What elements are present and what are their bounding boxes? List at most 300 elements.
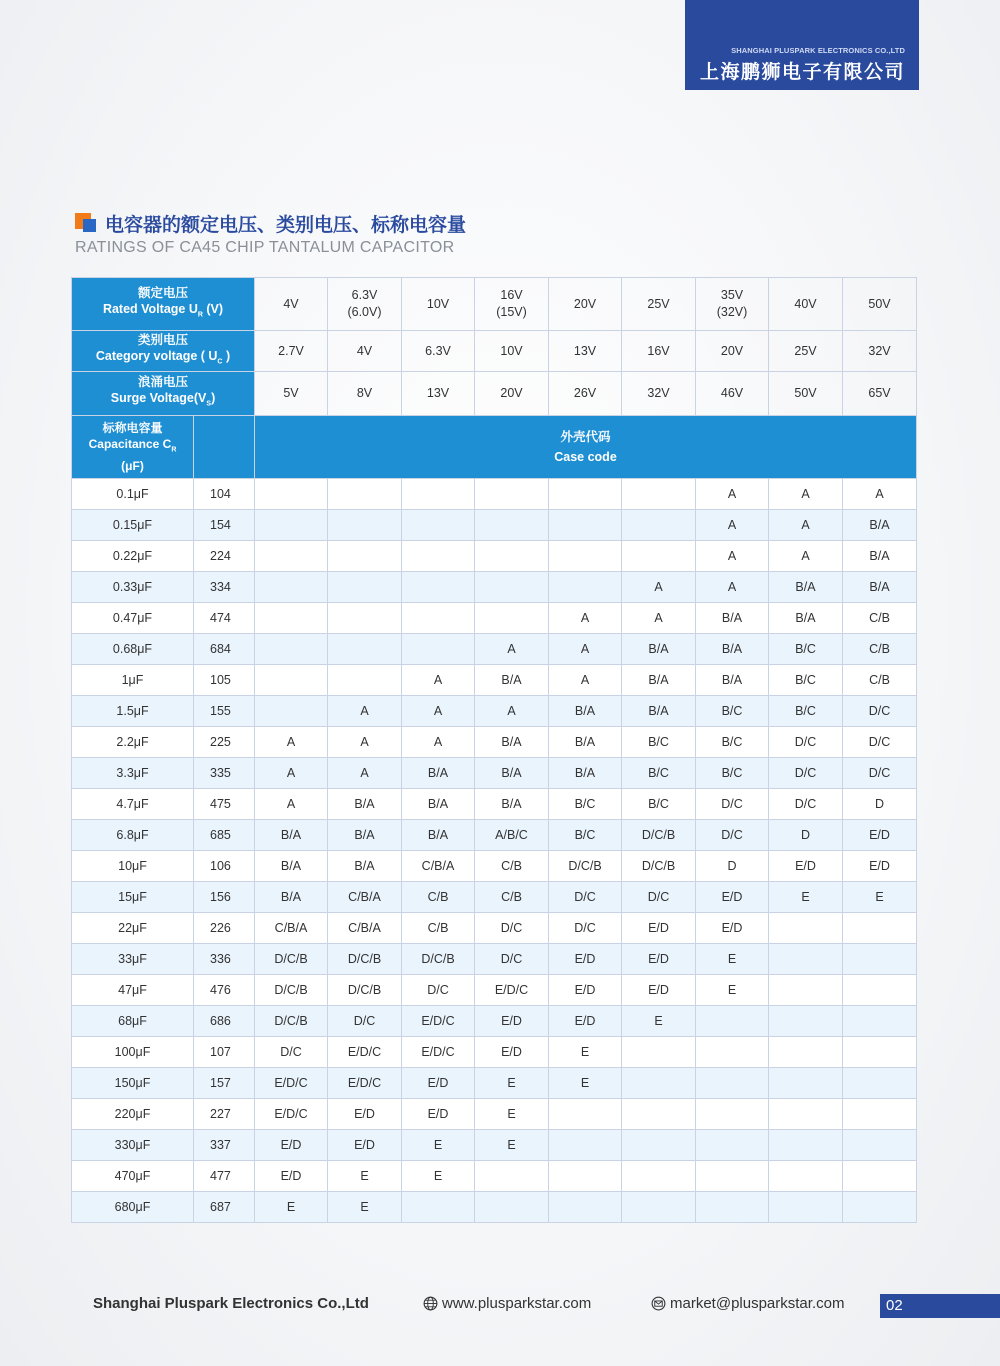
rated-voltage-cell: 50V xyxy=(843,278,917,331)
case-code-cell xyxy=(255,572,328,603)
case-code-cell: A xyxy=(255,758,328,789)
case-code-cell xyxy=(328,572,402,603)
case-code-cell: B/A xyxy=(696,665,769,696)
case-code-cell xyxy=(769,975,843,1006)
category-voltage-cell: 32V xyxy=(843,331,917,372)
capacitance-code-cell: 106 xyxy=(194,851,255,882)
case-code-cell xyxy=(843,1037,917,1068)
case-code-cell: A xyxy=(696,510,769,541)
capacitance-code-cell: 226 xyxy=(194,913,255,944)
case-code-cell xyxy=(843,1130,917,1161)
case-code-cell: A xyxy=(769,541,843,572)
case-code-cell xyxy=(255,603,328,634)
case-code-cell: E/D xyxy=(696,913,769,944)
case-code-cell: A xyxy=(622,572,696,603)
case-code-cell: A xyxy=(769,510,843,541)
table-row xyxy=(72,510,917,541)
case-code-cell xyxy=(549,510,622,541)
case-code-cell: E xyxy=(475,1068,549,1099)
capacitance-cell: 0.22μF xyxy=(72,541,194,572)
ratings-table xyxy=(71,277,917,1223)
case-code-cell: E/D xyxy=(402,1099,475,1130)
table-row xyxy=(72,727,917,758)
case-code-cell xyxy=(475,510,549,541)
capacitance-cell: 33μF xyxy=(72,944,194,975)
case-code-cell: D/C xyxy=(622,882,696,913)
envelope-icon xyxy=(651,1296,666,1311)
case-code-cell: D/C xyxy=(843,696,917,727)
rated-voltage-cell: 4V xyxy=(255,278,328,331)
case-code-cell: C/B/A xyxy=(255,913,328,944)
capacitance-code-cell: 155 xyxy=(194,696,255,727)
case-code-cell: E/D xyxy=(549,975,622,1006)
case-code-cell xyxy=(696,1099,769,1130)
case-code-cell: E/D/C xyxy=(402,1037,475,1068)
capacitance-code-cell: 156 xyxy=(194,882,255,913)
table-row xyxy=(72,603,917,634)
case-code-cell xyxy=(696,1161,769,1192)
capacitance-cell: 0.33μF xyxy=(72,572,194,603)
rated-voltage-cell: 20V xyxy=(549,278,622,331)
case-code-cell xyxy=(769,1130,843,1161)
capacitance-cell: 0.1μF xyxy=(72,479,194,510)
case-code-cell: B/A xyxy=(769,603,843,634)
case-code-cell: D xyxy=(696,851,769,882)
case-code-cell: B/A xyxy=(475,727,549,758)
capacitance-cell: 22μF xyxy=(72,913,194,944)
case-code-cell: E xyxy=(622,1006,696,1037)
case-code-cell xyxy=(622,479,696,510)
capacitance-code-cell: 104 xyxy=(194,479,255,510)
case-code-cell: D/C xyxy=(696,789,769,820)
case-code-cell: C/B xyxy=(843,603,917,634)
case-code-cell: D/C xyxy=(769,758,843,789)
case-code-cell xyxy=(402,1192,475,1223)
case-code-cell: A xyxy=(402,727,475,758)
case-code-cell: B/C xyxy=(696,758,769,789)
case-code-cell: D/C xyxy=(328,1006,402,1037)
case-code-cell xyxy=(475,572,549,603)
capacitance-cell: 0.68μF xyxy=(72,634,194,665)
case-code-cell: B/A xyxy=(622,665,696,696)
case-code-cell xyxy=(843,1192,917,1223)
case-code-cell: E/D xyxy=(622,975,696,1006)
capacitance-code-cell: 476 xyxy=(194,975,255,1006)
case-code-cell: E/D xyxy=(549,944,622,975)
case-code-cell: B/A xyxy=(402,820,475,851)
case-code-cell xyxy=(328,479,402,510)
category-voltage-cell: 20V xyxy=(696,331,769,372)
case-code-cell xyxy=(696,1037,769,1068)
case-code-cell: E/D xyxy=(549,1006,622,1037)
case-code-cell xyxy=(843,1068,917,1099)
case-code-cell xyxy=(402,510,475,541)
case-code-cell: B/C xyxy=(696,696,769,727)
rated-voltage-cell: 6.3V (6.0V) xyxy=(328,278,402,331)
case-code-cell xyxy=(402,541,475,572)
table-row xyxy=(72,758,917,789)
case-code-cell: A xyxy=(402,696,475,727)
case-code-cell: B/A xyxy=(402,789,475,820)
case-code-cell: A xyxy=(255,789,328,820)
case-code-cell: D/C/B xyxy=(328,944,402,975)
case-code-cell: B/C xyxy=(696,727,769,758)
table-row xyxy=(72,665,917,696)
case-code-cell xyxy=(402,634,475,665)
table-row xyxy=(72,696,917,727)
table-row xyxy=(72,1006,917,1037)
capacitance-cell: 10μF xyxy=(72,851,194,882)
case-code-cell: A/B/C xyxy=(475,820,549,851)
rated-voltage-cell: 16V (15V) xyxy=(475,278,549,331)
page-number: 02 xyxy=(880,1294,1000,1318)
surge-voltage-cell: 8V xyxy=(328,372,402,416)
capacitance-code-cell: 227 xyxy=(194,1099,255,1130)
case-code-cell xyxy=(328,541,402,572)
case-code-cell: B/C xyxy=(549,820,622,851)
table-row xyxy=(72,913,917,944)
case-code-cell: A xyxy=(769,479,843,510)
case-code-cell: A xyxy=(475,696,549,727)
category-voltage-cell: 13V xyxy=(549,331,622,372)
case-code-cell xyxy=(328,510,402,541)
table-row xyxy=(72,944,917,975)
case-code-cell xyxy=(255,479,328,510)
case-code-cell: D/C xyxy=(843,727,917,758)
capacitance-code-cell: 335 xyxy=(194,758,255,789)
capacitance-code-cell: 474 xyxy=(194,603,255,634)
case-code-cell: C/B xyxy=(475,882,549,913)
case-code-cell: E/D/C xyxy=(402,1006,475,1037)
case-code-cell: B/A xyxy=(328,789,402,820)
category-voltage-cell: 4V xyxy=(328,331,402,372)
case-code-cell: D/C/B xyxy=(255,1006,328,1037)
case-code-cell xyxy=(696,1192,769,1223)
case-code-cell: C/B/A xyxy=(328,882,402,913)
case-code-cell: A xyxy=(843,479,917,510)
table-row xyxy=(72,1130,917,1161)
capacitance-code-cell: 685 xyxy=(194,820,255,851)
table-row xyxy=(72,1068,917,1099)
case-code-cell xyxy=(622,1068,696,1099)
surge-voltage-row xyxy=(72,372,917,416)
surge-voltage-cell: 32V xyxy=(622,372,696,416)
capacitance-cell: 1.5μF xyxy=(72,696,194,727)
case-code-cell xyxy=(328,603,402,634)
case-code-cell: A xyxy=(328,727,402,758)
capacitance-cell: 47μF xyxy=(72,975,194,1006)
case-code-cell xyxy=(475,603,549,634)
case-code-cell xyxy=(843,1161,917,1192)
case-code-cell xyxy=(696,1006,769,1037)
case-code-cell: B/A xyxy=(475,789,549,820)
capacitance-cell: 680μF xyxy=(72,1192,194,1223)
capacitance-cell: 1μF xyxy=(72,665,194,696)
case-code-cell: E xyxy=(328,1161,402,1192)
case-code-cell: D/C/B xyxy=(622,820,696,851)
table-row xyxy=(72,479,917,510)
case-code-cell: C/B xyxy=(843,634,917,665)
case-code-cell: E xyxy=(769,882,843,913)
case-code-cell: B/A xyxy=(255,820,328,851)
case-code-cell xyxy=(769,1161,843,1192)
category-voltage-cell: 25V xyxy=(769,331,843,372)
case-code-cell xyxy=(549,1192,622,1223)
case-code-cell: E xyxy=(549,1068,622,1099)
case-code-cell: E xyxy=(475,1130,549,1161)
case-code-cell: E xyxy=(549,1037,622,1068)
footer-email[interactable]: market@plusparkstar.com xyxy=(651,1295,844,1312)
capacitance-code-cell: 225 xyxy=(194,727,255,758)
case-code-cell: D/C xyxy=(769,789,843,820)
case-code-cell xyxy=(769,913,843,944)
case-code-cell: B/A xyxy=(622,634,696,665)
case-code-cell: B/A xyxy=(769,572,843,603)
rated-voltage-cell: 10V xyxy=(402,278,475,331)
case-code-cell: B/C xyxy=(769,665,843,696)
case-code-cell xyxy=(696,1068,769,1099)
capacitance-cell: 150μF xyxy=(72,1068,194,1099)
case-code-cell: A xyxy=(255,727,328,758)
case-code-cell: B/A xyxy=(622,696,696,727)
case-code-cell xyxy=(255,541,328,572)
surge-voltage-cell: 26V xyxy=(549,372,622,416)
case-code-cell xyxy=(475,541,549,572)
capacitance-code-cell: 107 xyxy=(194,1037,255,1068)
case-code-cell xyxy=(769,1192,843,1223)
table-row xyxy=(72,541,917,572)
case-code-cell: E/D xyxy=(475,1037,549,1068)
case-code-cell: A xyxy=(328,758,402,789)
case-code-cell: A xyxy=(622,603,696,634)
case-code-cell xyxy=(622,1130,696,1161)
case-code-cell: B/A xyxy=(696,634,769,665)
surge-voltage-cell: 20V xyxy=(475,372,549,416)
case-code-cell: E xyxy=(696,944,769,975)
case-code-cell: A xyxy=(402,665,475,696)
case-code-cell: E xyxy=(843,882,917,913)
case-code-cell xyxy=(769,944,843,975)
surge-voltage-cell: 5V xyxy=(255,372,328,416)
case-code-cell xyxy=(255,665,328,696)
case-code-cell: C/B xyxy=(402,913,475,944)
case-code-cell xyxy=(475,479,549,510)
case-code-cell: D/C xyxy=(769,727,843,758)
case-code-cell: E/D xyxy=(843,820,917,851)
surge-voltage-label: 浪涌电压 Surge $Voltage(V_S)$ xyxy=(72,372,255,416)
case-code-cell: B/C xyxy=(769,634,843,665)
case-code-cell xyxy=(843,913,917,944)
case-code-cell: B/A xyxy=(475,758,549,789)
capacitance-cell: 330μF xyxy=(72,1130,194,1161)
case-code-cell xyxy=(769,1099,843,1130)
case-code-cell xyxy=(769,1037,843,1068)
case-code-cell: E/D xyxy=(475,1006,549,1037)
case-code-cell xyxy=(843,1006,917,1037)
capacitance-code-cell: 105 xyxy=(194,665,255,696)
case-code-cell xyxy=(622,1161,696,1192)
case-code-cell: E/D/C xyxy=(328,1037,402,1068)
surge-voltage-cell: 46V xyxy=(696,372,769,416)
case-code-cell: C/B xyxy=(843,665,917,696)
category-voltage-cell: 10V xyxy=(475,331,549,372)
case-code-cell xyxy=(475,1161,549,1192)
capacitance-cell: 4.7μF xyxy=(72,789,194,820)
case-code-cell xyxy=(769,1068,843,1099)
capacitance-cell: 100μF xyxy=(72,1037,194,1068)
page-footer xyxy=(0,1292,1000,1318)
surge-voltage-cell: 65V xyxy=(843,372,917,416)
capacitance-cell: 15μF xyxy=(72,882,194,913)
table-row xyxy=(72,1037,917,1068)
case-code-cell: A xyxy=(549,603,622,634)
capacitance-code-cell: 687 xyxy=(194,1192,255,1223)
case-code-cell: E/D xyxy=(622,944,696,975)
case-code-cell: C/B xyxy=(402,882,475,913)
case-code-cell: D/C/B xyxy=(402,944,475,975)
case-code-cell: B/A xyxy=(475,665,549,696)
case-code-cell: D/C/B xyxy=(255,944,328,975)
case-code-cell xyxy=(843,1099,917,1130)
rated-voltage-cell: 25V xyxy=(622,278,696,331)
case-code-cell: B/A xyxy=(843,541,917,572)
case-code-cell: D xyxy=(843,789,917,820)
capacitance-cell: 470μF xyxy=(72,1161,194,1192)
category-voltage-cell: 2.7V xyxy=(255,331,328,372)
capacitance-cell: 68μF xyxy=(72,1006,194,1037)
case-code-cell: E/D xyxy=(328,1130,402,1161)
capacitance-header-row xyxy=(72,416,917,479)
case-code-cell xyxy=(402,479,475,510)
case-code-cell: B/C xyxy=(622,789,696,820)
case-code-cell: A xyxy=(549,665,622,696)
case-code-cell: B/C xyxy=(769,696,843,727)
capacitance-cell: 220μF xyxy=(72,1099,194,1130)
case-code-cell xyxy=(622,1192,696,1223)
capacitance-code-cell: 224 xyxy=(194,541,255,572)
footer-website[interactable]: www.plusparkstar.com xyxy=(423,1295,591,1312)
case-code-cell xyxy=(402,603,475,634)
case-code-cell xyxy=(255,634,328,665)
case-code-cell: E/D xyxy=(255,1130,328,1161)
case-code-cell: B/C xyxy=(622,727,696,758)
capacitance-cell: 3.3μF xyxy=(72,758,194,789)
case-code-cell: B/C xyxy=(622,758,696,789)
capacitance-code-cell: 684 xyxy=(194,634,255,665)
case-code-cell xyxy=(622,1099,696,1130)
section-title-cn: 电容器的额定电压、类别电压、标称电容量 xyxy=(105,214,467,236)
case-code-cell xyxy=(549,541,622,572)
case-code-cell xyxy=(696,1130,769,1161)
surge-voltage-cell: 50V xyxy=(769,372,843,416)
capacitance-code-cell: 686 xyxy=(194,1006,255,1037)
case-code-cell: D/C xyxy=(475,913,549,944)
case-code-cell xyxy=(549,1099,622,1130)
capacitance-code-cell: 337 xyxy=(194,1130,255,1161)
category-voltage-cell: 6.3V xyxy=(402,331,475,372)
case-code-cell xyxy=(402,572,475,603)
table-row xyxy=(72,820,917,851)
case-code-cell: B/A xyxy=(549,758,622,789)
surge-voltage-cell: 13V xyxy=(402,372,475,416)
case-code-cell: D/C/B xyxy=(255,975,328,1006)
case-code-cell: B/A xyxy=(328,820,402,851)
case-code-cell: E xyxy=(255,1192,328,1223)
table-row xyxy=(72,789,917,820)
case-code-cell: A xyxy=(696,572,769,603)
case-code-cell: E/D xyxy=(769,851,843,882)
case-code-cell: D/C/B xyxy=(622,851,696,882)
section-title-en: RATINGS OF CA45 CHIP TANTALUM CAPACITOR xyxy=(75,239,455,256)
case-code-cell: A xyxy=(328,696,402,727)
case-code-cell: D xyxy=(769,820,843,851)
case-code-cell: D/C xyxy=(696,820,769,851)
case-code-cell xyxy=(769,1006,843,1037)
case-code-cell: D/C/B xyxy=(549,851,622,882)
case-code-cell: D/C xyxy=(549,882,622,913)
capacitance-code-cell: 157 xyxy=(194,1068,255,1099)
case-code-cell: B/A xyxy=(843,510,917,541)
case-code-cell: B/A xyxy=(328,851,402,882)
footer-company: Shanghai Pluspark Electronics Co.,Ltd xyxy=(93,1295,369,1312)
case-code-cell xyxy=(549,479,622,510)
case-code-cell: E xyxy=(402,1161,475,1192)
brand-name-cn: 上海鹏狮电子有限公司 xyxy=(699,61,905,83)
case-code-cell: B/A xyxy=(549,696,622,727)
capacitance-label: 标称电容量 Capacitance $C_R$ (μF) xyxy=(72,416,194,479)
category-voltage-label: 类别电压 Category voltage ( $U_C$ ) xyxy=(72,331,255,372)
case-code-cell xyxy=(475,1192,549,1223)
capacitance-code-cell: 336 xyxy=(194,944,255,975)
case-code-cell: B/C xyxy=(549,789,622,820)
case-code-cell: B/A xyxy=(843,572,917,603)
case-code-cell: D/C xyxy=(549,913,622,944)
case-code-cell: E xyxy=(328,1192,402,1223)
heading-squares-icon xyxy=(75,213,97,233)
case-code-cell: A xyxy=(696,541,769,572)
table-row xyxy=(72,1161,917,1192)
brand-name-en: SHANGHAI PLUSPARK ELECTRONICS CO.,LTD xyxy=(731,46,905,55)
rated-voltage-label: 额定电压 Rated Voltage $U_R$ (V) xyxy=(72,278,255,331)
case-code-cell: A xyxy=(696,479,769,510)
case-code-cell xyxy=(843,975,917,1006)
case-code-cell: C/B xyxy=(475,851,549,882)
case-code-cell xyxy=(549,1130,622,1161)
case-code-cell: D/C xyxy=(255,1037,328,1068)
case-code-cell: E/D xyxy=(843,851,917,882)
case-code-cell: D/C xyxy=(402,975,475,1006)
case-code-cell: B/A xyxy=(255,851,328,882)
case-code-cell: E/D xyxy=(328,1099,402,1130)
code-header-cell xyxy=(194,416,255,479)
case-code-label: 外壳代码 Case code xyxy=(255,416,917,479)
case-code-cell: E/D xyxy=(622,913,696,944)
case-code-cell xyxy=(328,665,402,696)
capacitance-cell: 2.2μF xyxy=(72,727,194,758)
case-code-cell: D/C xyxy=(843,758,917,789)
case-code-cell xyxy=(328,634,402,665)
case-code-cell: E/D xyxy=(402,1068,475,1099)
case-code-cell: A xyxy=(549,634,622,665)
case-code-cell xyxy=(622,1037,696,1068)
case-code-cell: A xyxy=(475,634,549,665)
case-code-cell: E/D xyxy=(255,1161,328,1192)
case-code-cell xyxy=(622,510,696,541)
capacitance-code-cell: 475 xyxy=(194,789,255,820)
table-row xyxy=(72,634,917,665)
case-code-cell: E/D/C xyxy=(255,1068,328,1099)
capacitance-cell: 0.15μF xyxy=(72,510,194,541)
